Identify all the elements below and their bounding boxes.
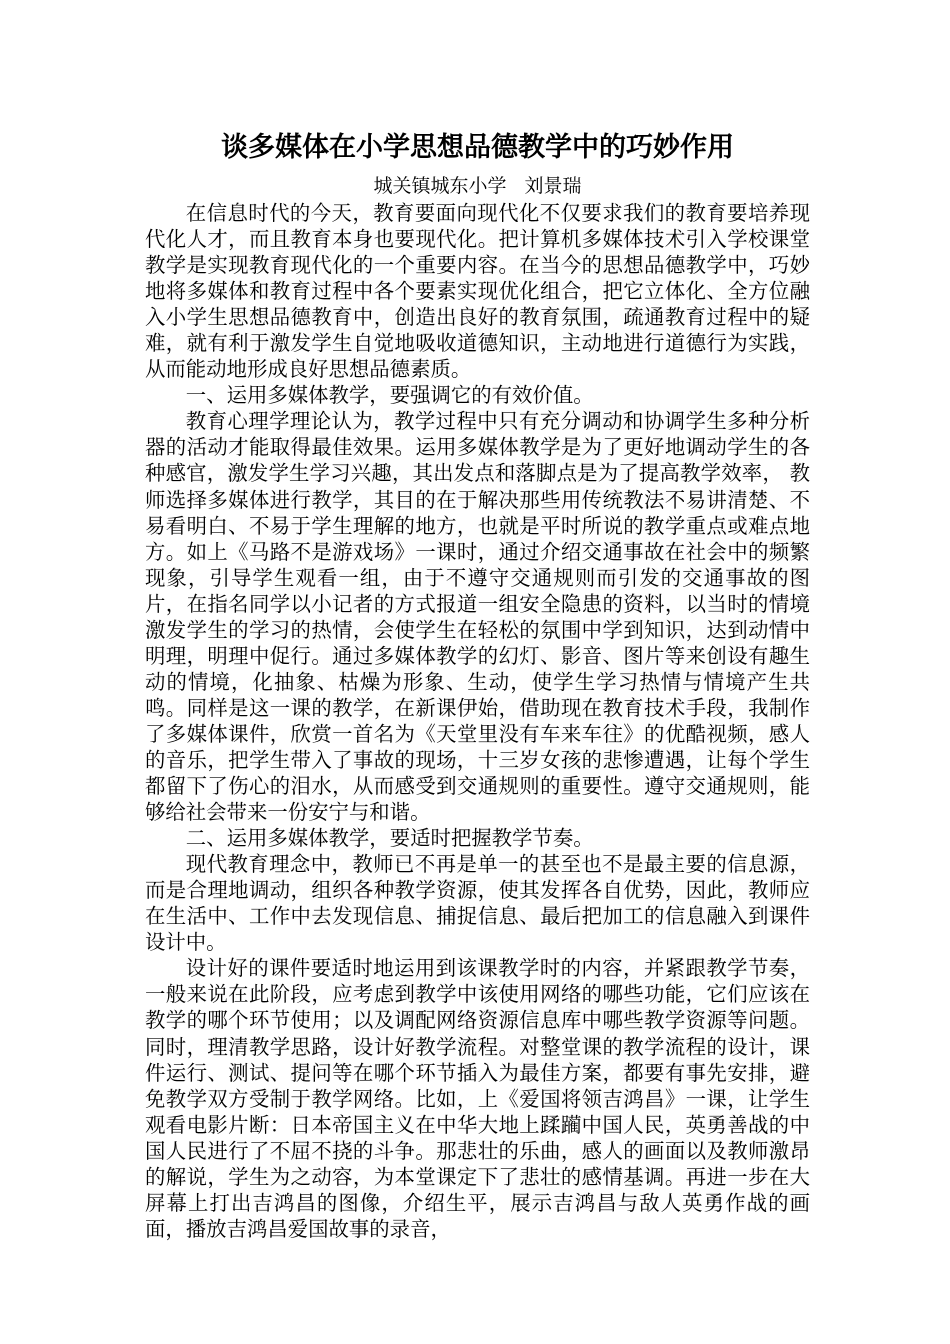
author-line: 城关镇城东小学 刘景瑞 bbox=[373, 175, 582, 197]
paragraph-section-2b: 设计好的课件要适时地运用到该课教学时的内容，并紧跟教学节奏，一般来说在此阶段，应考虑到教学中该使用网络的哪些功能，它们应该在教学的哪个环节使用；以及调配网络资源信息库中哪些教学资源等问题。同时，理清教学思路，设计好教学流程。对整堂课的教学流程的设计，课件运行、测试、提问等在哪个环节插入为最佳方案，都要有事先安排，避免教学双方受制于教学网络。比如，上《爱国将领吉鸿昌》一课，让学生观看电影片断：日本帝国主义在中华大地上蹂躏中国人民，英勇善战的中国人民进行了不屈不挠的斗争。那悲壮的乐曲，感人的画面以及教师激昂的解说，学生为之动容，为本堂课定下了悲壮的感情基调。再进一步在大屏幕上打出吉鸿昌的图像，介绍生平，展示吉鸿昌与敌人英勇作战的画面，播放吉鸿昌爱国故事的录音， bbox=[145, 956, 810, 1241]
section-heading-2: 二、运用多媒体教学，要适时把握教学节奏。 bbox=[185, 826, 594, 851]
document-body bbox=[145, 200, 810, 1242]
paragraph-section-1: 教育心理学理论认为，教学过程中只有充分调动和协调学生多种分析器的活动才能取得最佳效果。运用多媒体教学是为了更好地调动学生的各种感官，激发学生学习兴趣，其出发点和落脚点是为了提高教学效率， 教师选择多媒体进行教学，其目的在于解决那些用传统教法不易讲清楚、不易看明白、不易于学生理解的地方，也就是平时所说的教学重点或难点地方。如上《马路不是游戏场》一课时，通过介绍交通事故在社会中的频繁现象，引导学生观看一组，由于不遵守交通规则而引发的交通事故的图片，在指名同学以小记者的方式报道一组安全隐患的资料，以当时的情境激发学生的学习的热情，会使学生在轻松的氛围中学到知识，达到动情中明理，明理中促行。通过多媒体教学的幻灯、影音、图片等来创设有趣生动的情境，化抽象、枯燥为形象、生动，使学生学习热情与情境产生共鸣。同样是这一课的教学，在新课伊始，借助现在教育技术手段，我制作了多媒体课件，欣赏一首名为《天堂里没有车来车往》的优酷视频，感人的音乐，把学生带入了事故的现场，十三岁女孩的悲惨遭遇，让每个学生都留下了伤心的泪水，从而感受到交通规则的重要性。遵守交通规则，能够给社会带来一份安宁与和谐。 bbox=[145, 409, 810, 825]
document-title: 谈多媒体在小学思想品德教学中的巧妙作用 bbox=[221, 132, 734, 163]
paragraph-section-2a: 现代教育理念中，教师已不再是单一的甚至也不是最主要的信息源，而是合理地调动，组织各种教学资源，使其发挥各自优势，因此，教师应在生活中、工作中去发现信息、捕捉信息、最后把加工的信息融入到课件设计中。 bbox=[145, 852, 810, 955]
document-page bbox=[145, 128, 810, 1242]
paragraph-intro: 在信息时代的今天，教育要面向现代化不仅要求我们的教育要培养现代化人才，而且教育本身也要现代化。把计算机多媒体技术引入学校课堂教学是实现教育现代化的一个重要内容。在当今的思想品德教学中，巧妙地将多媒体和教育过程中各个要素实现优化组合，把它立体化、全方位融入小学生思想品德教育中，创造出良好的教育氛围，疏通教育过程中的疑难，就有利于激发学生自觉地吸收道德知识，主动地进行道德行为实践，从而能动地形成良好思想品德素质。 bbox=[145, 201, 810, 382]
section-heading-1: 一、运用多媒体教学，要强调它的有效价值。 bbox=[185, 383, 594, 408]
